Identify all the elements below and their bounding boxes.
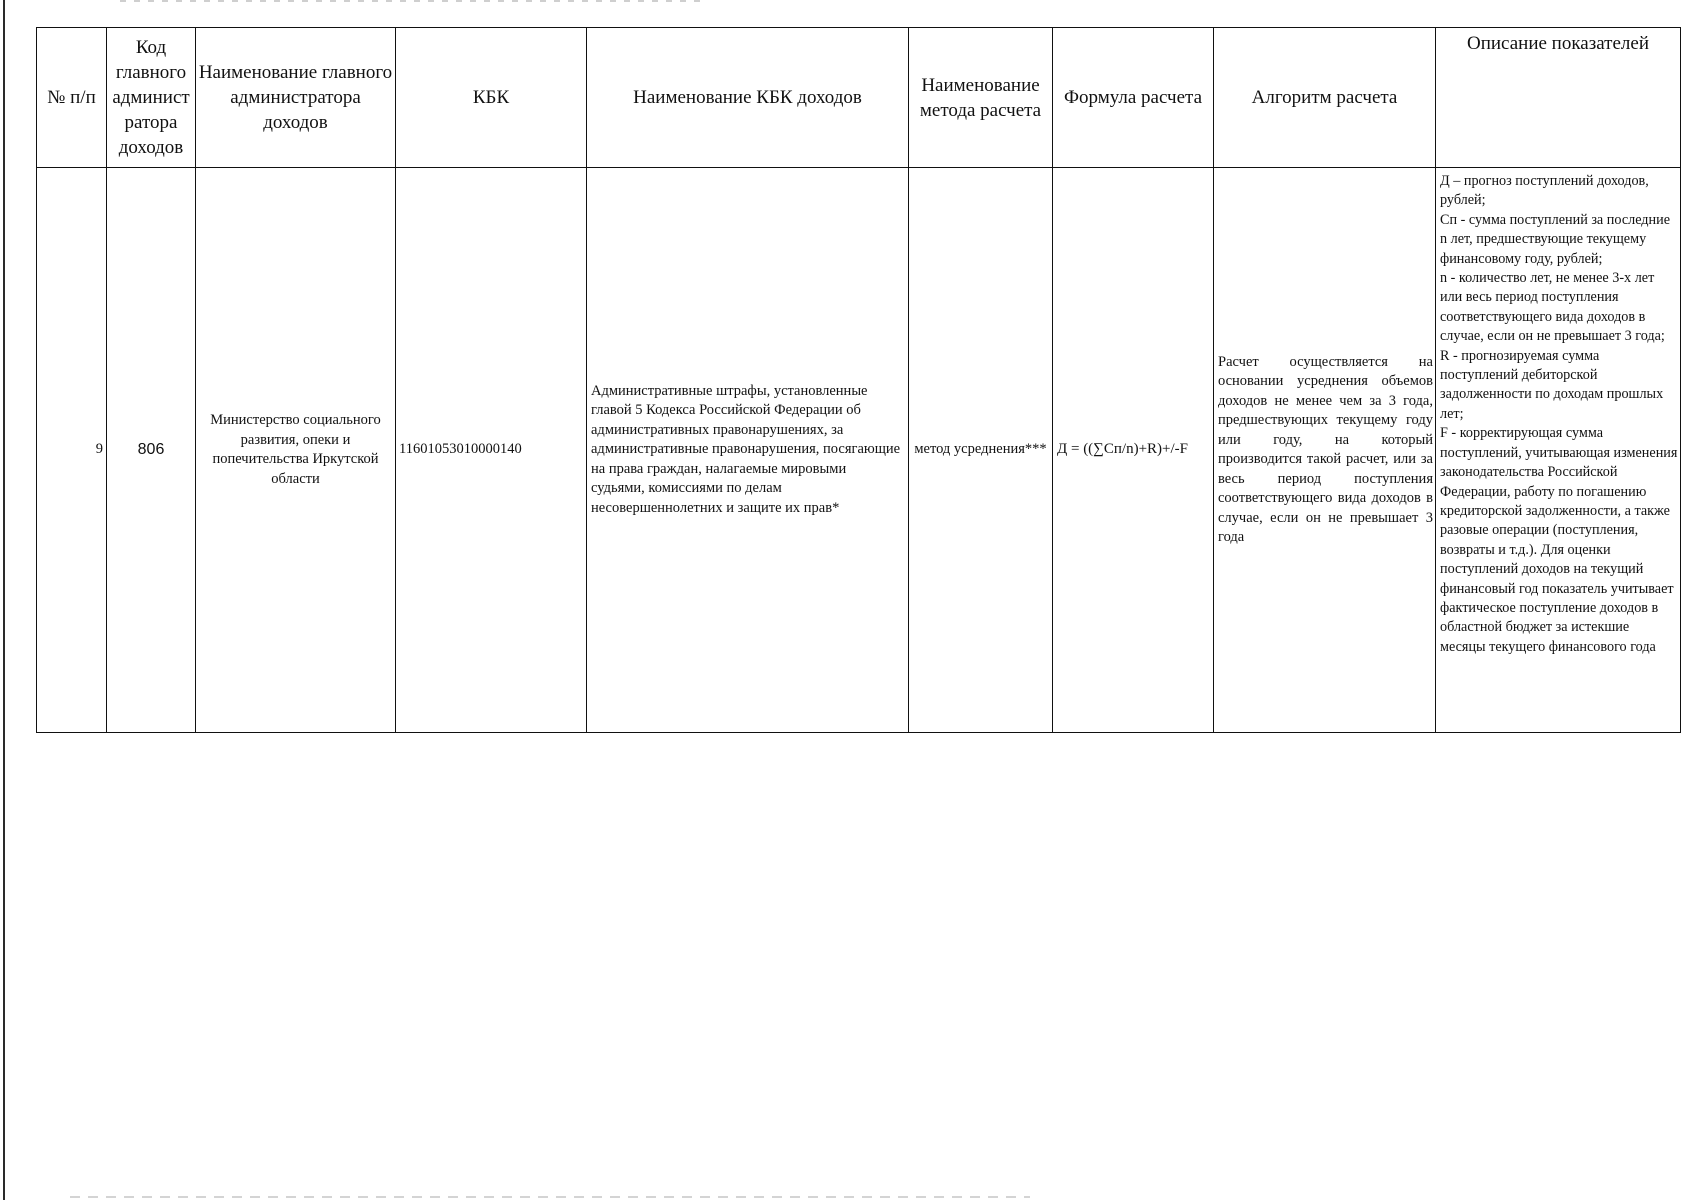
- cell-kbk-name: Административные штрафы, установленные главой 5 Кодекса Российской Федерации об административных правонарушениях, за административные правонарушения, посягающие на права граждан, налагаемые мировыми судьями, комиссиями по делам несовершеннолетних и защите их прав*: [587, 168, 909, 733]
- cell-algorithm: Расчет осуществляется на основании усреднения объемов доходов не менее чем за 3 года, предшествующих текущему году или году, на который производится такой расчет, или за весь период поступления соответствующего вида доходов в случае, если он не превышает 3 года: [1214, 168, 1436, 733]
- cell-formula: Д = ((∑Сп/n)+R)+/-F: [1053, 168, 1214, 733]
- table-row: [37, 168, 1681, 733]
- scan-artifact-top: [120, 0, 700, 2]
- header-description: Описание показателей: [1436, 28, 1681, 168]
- page-edge-rule: [3, 0, 5, 1200]
- cell-kbk: 11601053010000140: [396, 168, 587, 733]
- header-formula: Формула расчета: [1053, 28, 1214, 168]
- header-num: № п/п: [37, 28, 107, 168]
- table-body: [37, 168, 1681, 733]
- cell-description: Д – прогноз поступлений доходов, рублей; Сп - сумма поступлений за последние n лет, предшествующие текущему финансовому году, рублей; n - количество лет, не менее 3-х лет или весь период поступления соответствующего вида доходов в случае, если он не превышает 3 года; R - прогнозируемая сумма поступлений дебиторской задолженности по доходам прошлых лет; F - корректирующая сумма поступлений, учитывающая изменения законодательства Российской Федерации, работу по погашению кредиторской задолженности, а также разовые операции (поступления, возвраты и т.д.). Для оценки поступлений доходов на текущий финансовый год показатель учитывает фактическое поступление доходов в областной бюджет за истекшие месяцы текущего финансового года: [1436, 168, 1681, 733]
- scan-artifact-bottom: [70, 1196, 1030, 1198]
- cell-method-name: метод усреднения***: [909, 168, 1053, 733]
- header-admin-name: Наименование главного администратора доходов: [196, 28, 396, 168]
- header-admin-code: Код главного админист ратора доходов: [107, 28, 196, 168]
- header-algorithm: Алгоритм расчета: [1214, 28, 1436, 168]
- revenue-forecast-table: [36, 27, 1681, 733]
- header-method-name: Наименование метода расчета: [909, 28, 1053, 168]
- table-header: [37, 28, 1681, 168]
- header-kbk: КБК: [396, 28, 587, 168]
- cell-num: 9: [37, 168, 107, 733]
- header-row: [37, 28, 1681, 168]
- cell-admin-name: Министерство социального развития, опеки и попечительства Иркутской области: [196, 168, 396, 733]
- header-kbk-name: Наименование КБК доходов: [587, 28, 909, 168]
- cell-admin-code: 806: [107, 168, 196, 733]
